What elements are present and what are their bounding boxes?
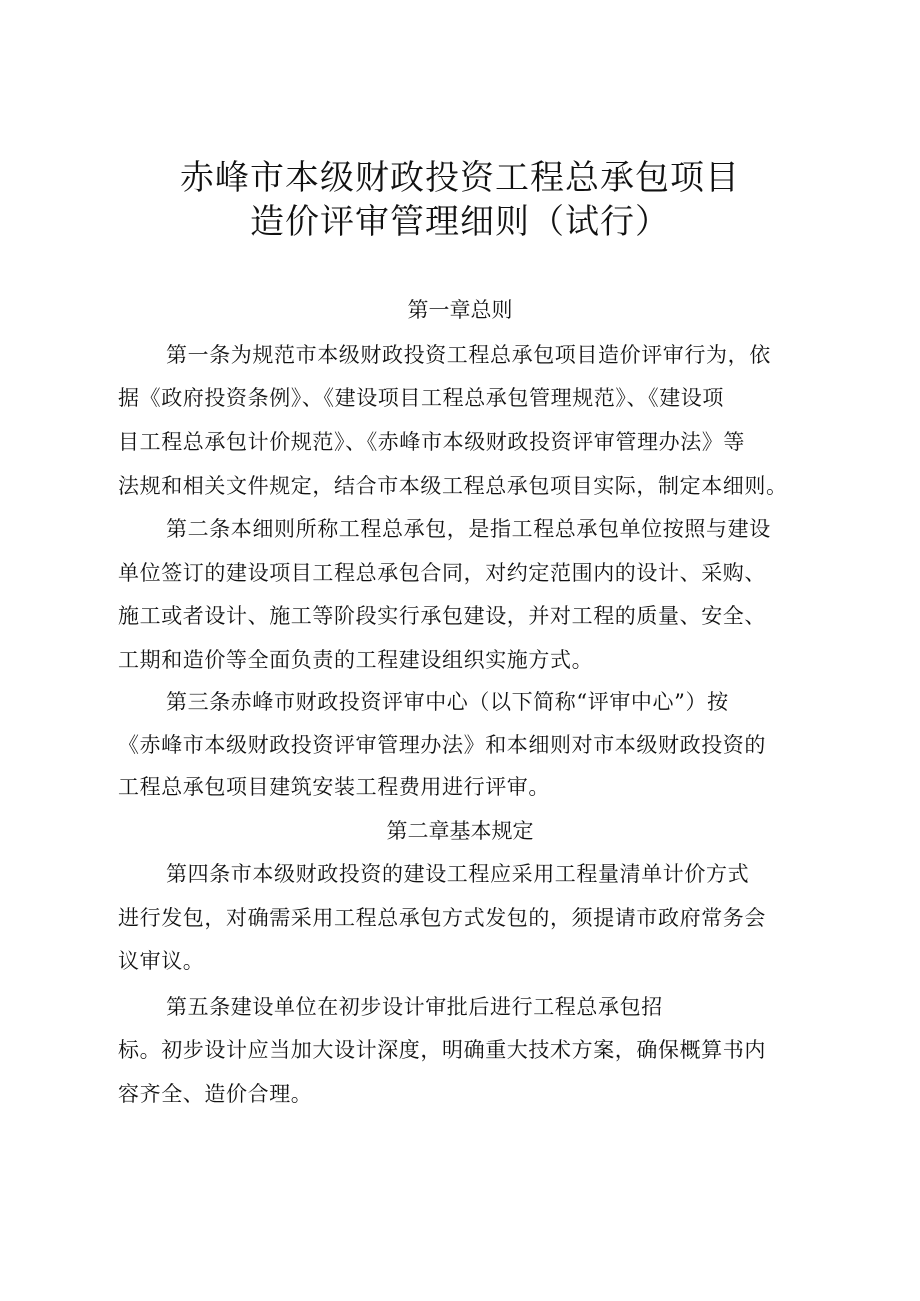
article-5-line-3: 容齐全、造价合理。 [118, 1082, 313, 1106]
article-2-line-1: 第二条本细则所称工程总承包，是指工程总承包单位按照与建设 [166, 517, 771, 541]
article-3-line-1: 第三条赤峰市财政投资评审中心（以下简称“评审中心”）按 [166, 690, 729, 714]
article-4-line-3: 议审议。 [118, 949, 205, 973]
chapter-heading-2: 第二章基本规定 [386, 819, 534, 843]
article-1-line-2: 据《政府投资条例》、《建设项目工程总承包管理规范》、《建设项 [118, 386, 724, 410]
article-1-line-4: 法规和相关文件规定，结合市本级工程总承包项目实际，制定本细则。 [118, 474, 788, 498]
article-1-line-1: 第一条为规范市本级财政投资工程总承包项目造价评审行为，依 [166, 343, 771, 367]
article-4-line-2: 进行发包，对确需采用工程总承包方式发包的，须提请市政府常务会 [118, 906, 766, 930]
article-3-line-3: 工程总承包项目建筑安装工程费用进行评审。 [118, 775, 550, 799]
document-title-line-2: 造价评审管理细则（试行） [250, 202, 670, 242]
article-1-line-3: 目工程总承包计价规范》、《赤峰市本级财政投资评审管理办法》等 [118, 430, 745, 454]
article-4-line-1: 第四条市本级财政投资的建设工程应采用工程量清单计价方式 [166, 862, 750, 886]
chapter-heading-1: 第一章总则 [407, 298, 513, 322]
article-2-line-3: 施工或者设计、施工等阶段实行承包建设，并对工程的质量、安全、 [118, 604, 766, 628]
document-title-line-1: 赤峰市本级财政投资工程总承包项目 [180, 158, 740, 198]
article-2-line-2: 单位签订的建设项目工程总承包合同，对约定范围内的设计、采购、 [118, 561, 766, 585]
article-3-line-2: 《赤峰市本级财政投资评审管理办法》和本细则对市本级财政投资的 [118, 733, 766, 757]
article-5-line-2: 标。初步设计应当加大设计深度，明确重大技术方案，确保概算书内 [118, 1038, 766, 1062]
article-5-line-1: 第五条建设单位在初步设计审批后进行工程总承包招 [166, 995, 663, 1019]
article-2-line-4: 工期和造价等全面负责的工程建设组织实施方式。 [118, 648, 594, 672]
